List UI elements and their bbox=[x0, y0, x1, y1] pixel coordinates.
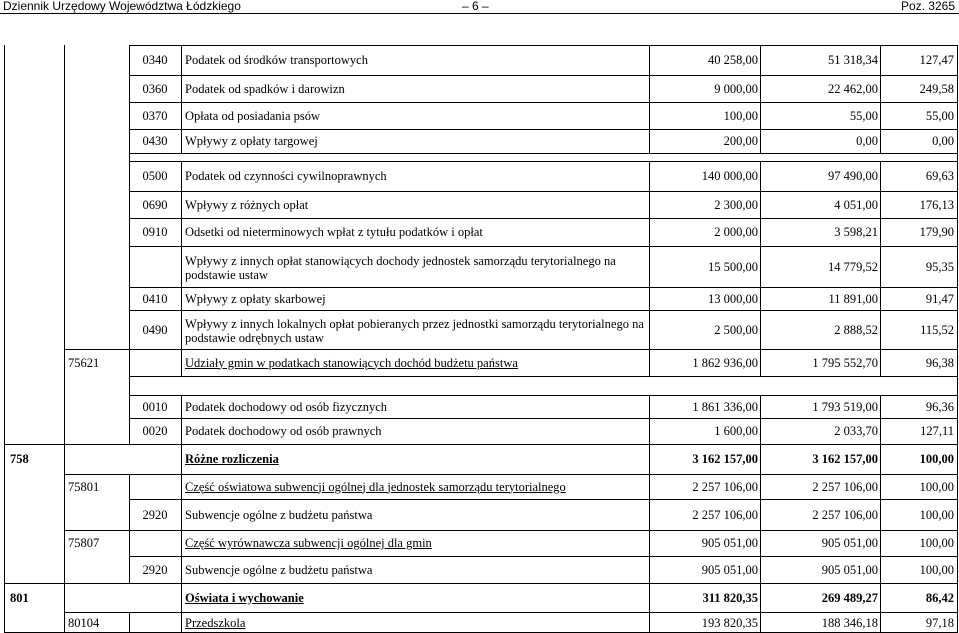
planned-amount: 40 258,00 bbox=[708, 53, 758, 67]
table-row bbox=[129, 499, 958, 530]
column-rule bbox=[181, 395, 182, 418]
column-rule bbox=[129, 349, 130, 376]
table-row bbox=[64, 612, 958, 633]
table-row bbox=[129, 418, 958, 444]
executed-amount bbox=[760, 154, 880, 161]
executed-amount: 4 051,00 bbox=[834, 197, 878, 212]
planned-amount: 193 820,35 bbox=[701, 615, 758, 630]
column-rule bbox=[649, 444, 650, 474]
header-rule bbox=[0, 13, 959, 14]
column-rule bbox=[181, 129, 182, 153]
execution-percent bbox=[880, 154, 958, 161]
paragraph-code bbox=[129, 531, 181, 556]
column-rule bbox=[181, 444, 182, 474]
item-name: Podatek dochodowy od osób fizycznych bbox=[185, 399, 388, 414]
planned-amount bbox=[649, 154, 760, 161]
executed-amount: 97 490,00 bbox=[828, 169, 878, 183]
column-rule bbox=[181, 556, 182, 583]
table-row bbox=[129, 395, 958, 418]
execution-percent: 100,00 bbox=[919, 479, 954, 494]
executed-amount bbox=[760, 377, 880, 395]
table-row bbox=[129, 310, 958, 349]
paragraph-code: 0430 bbox=[142, 134, 168, 148]
column-rule bbox=[649, 287, 650, 310]
planned-amount: 3 162 157,00 bbox=[692, 452, 758, 466]
executed-amount: 905 051,00 bbox=[821, 536, 878, 550]
column-rule bbox=[64, 612, 65, 633]
column-rule bbox=[880, 474, 881, 499]
planned-amount: 905 051,00 bbox=[701, 562, 758, 577]
execution-percent: 96,38 bbox=[925, 355, 954, 370]
execution-percent: 100,00 bbox=[919, 562, 954, 577]
execution-percent: 55,00 bbox=[925, 108, 954, 123]
table-row bbox=[129, 129, 958, 153]
column-rule bbox=[880, 310, 881, 349]
column-rule bbox=[181, 612, 182, 633]
executed-amount: 905 051,00 bbox=[821, 562, 878, 577]
planned-amount: 140 000,00 bbox=[701, 169, 758, 183]
table-row bbox=[129, 102, 958, 129]
paragraph-code: 0010 bbox=[142, 399, 168, 414]
execution-percent: 127,11 bbox=[920, 424, 954, 438]
item-name: Podatek od czynności cywilnoprawnych bbox=[185, 169, 387, 183]
executed-amount: 11 891,00 bbox=[828, 291, 878, 306]
column-rule bbox=[64, 474, 65, 583]
paragraph-code: 0020 bbox=[142, 424, 168, 438]
column-rule bbox=[181, 287, 182, 310]
column-rule bbox=[760, 102, 761, 129]
page-header bbox=[0, 0, 959, 14]
execution-percent: 115,52 bbox=[920, 322, 954, 337]
column-rule bbox=[649, 45, 650, 75]
column-rule bbox=[649, 499, 650, 530]
column-rule bbox=[129, 45, 130, 349]
budget-table bbox=[4, 45, 958, 633]
paragraph-code: 0910 bbox=[142, 225, 168, 239]
item-name: Udziały gmin w podatkach stanowiących dochód budżetu państwa bbox=[185, 355, 518, 370]
executed-amount: 2 257 106,00 bbox=[812, 507, 878, 522]
item-name: Część oświatowa subwencji ogólnej dla jednostek samorządu terytorialnego bbox=[185, 479, 566, 494]
column-rule bbox=[649, 218, 650, 246]
column-rule bbox=[880, 246, 881, 287]
column-rule bbox=[181, 474, 182, 499]
column-rule bbox=[760, 129, 761, 153]
paragraph-code: 0690 bbox=[142, 197, 168, 212]
table-row bbox=[129, 246, 958, 287]
column-rule bbox=[880, 418, 881, 444]
column-rule bbox=[649, 556, 650, 583]
planned-amount: 2 257 106,00 bbox=[692, 507, 758, 522]
table-row bbox=[64, 474, 958, 499]
execution-percent: 0,00 bbox=[932, 134, 954, 148]
column-rule bbox=[181, 75, 182, 102]
executed-amount: 22 462,00 bbox=[828, 81, 878, 96]
planned-amount: 2 000,00 bbox=[714, 225, 758, 239]
column-rule bbox=[649, 530, 650, 556]
execution-percent: 249,58 bbox=[919, 81, 954, 96]
column-rule bbox=[129, 530, 130, 556]
column-rule bbox=[129, 556, 130, 583]
execution-percent: 95,35 bbox=[925, 259, 954, 274]
item-name bbox=[181, 154, 649, 161]
column-rule bbox=[880, 530, 881, 556]
chapter-code bbox=[64, 445, 129, 474]
paragraph-code bbox=[129, 475, 181, 499]
table-row bbox=[4, 583, 958, 612]
executed-amount: 269 489,27 bbox=[821, 590, 878, 605]
column-rule bbox=[760, 444, 761, 474]
execution-percent: 97,18 bbox=[925, 615, 954, 630]
chapter-code: 75621 bbox=[68, 355, 100, 370]
column-rule bbox=[760, 418, 761, 444]
paragraph-code bbox=[129, 613, 181, 633]
table-row bbox=[129, 45, 958, 75]
table-row bbox=[129, 556, 958, 583]
column-rule bbox=[181, 246, 182, 287]
executed-amount: 55,00 bbox=[849, 108, 878, 123]
column-rule bbox=[181, 218, 182, 246]
table-row bbox=[129, 376, 958, 395]
execution-percent: 100,00 bbox=[919, 507, 954, 522]
column-rule bbox=[649, 418, 650, 444]
column-rule bbox=[760, 349, 761, 376]
chapter-code bbox=[64, 584, 129, 612]
executed-amount: 2 033,70 bbox=[834, 424, 878, 438]
column-rule bbox=[760, 395, 761, 418]
column-rule bbox=[649, 349, 650, 376]
item-name: Opłata od posiadania psów bbox=[185, 108, 321, 123]
column-rule bbox=[880, 349, 881, 376]
executed-amount: 0,00 bbox=[856, 134, 878, 148]
planned-amount: 1 861 336,00 bbox=[692, 399, 758, 414]
execution-percent: 127,47 bbox=[919, 53, 954, 67]
item-name: Wpływy z opłaty targowej bbox=[185, 134, 318, 148]
column-rule bbox=[129, 499, 130, 530]
column-rule bbox=[880, 556, 881, 583]
execution-percent bbox=[880, 377, 958, 395]
paragraph-code: 0370 bbox=[142, 108, 168, 123]
paragraph-code: 0340 bbox=[142, 53, 168, 67]
planned-amount: 905 051,00 bbox=[701, 536, 758, 550]
table-row bbox=[129, 161, 958, 191]
paragraph-code: 0490 bbox=[142, 322, 168, 337]
item-name: Różne rozliczenia bbox=[185, 452, 279, 466]
column-rule bbox=[181, 191, 182, 218]
column-rule bbox=[880, 75, 881, 102]
journal-title: Dziennik Urzędowy Województwa Łódzkiego bbox=[3, 0, 241, 13]
item-name: Oświata i wychowanie bbox=[185, 590, 304, 605]
item-name: Część wyrównawcza subwencji ogólnej dla gmin bbox=[185, 536, 432, 550]
paragraph-code bbox=[129, 584, 181, 612]
execution-percent: 100,00 bbox=[919, 452, 954, 466]
column-rule bbox=[649, 310, 650, 349]
column-rule bbox=[760, 583, 761, 612]
column-rule bbox=[760, 75, 761, 102]
item-name: Subwencje ogólne z budżetu państwa bbox=[185, 507, 373, 522]
column-rule bbox=[181, 45, 182, 75]
column-rule bbox=[760, 556, 761, 583]
execution-percent: 179,90 bbox=[919, 225, 954, 239]
table-row bbox=[129, 75, 958, 102]
column-rule bbox=[181, 499, 182, 530]
executed-amount: 1 793 519,00 bbox=[812, 399, 878, 414]
table-row bbox=[129, 218, 958, 246]
execution-percent: 100,00 bbox=[919, 536, 954, 550]
column-rule bbox=[649, 474, 650, 499]
position-number: Poz. 3265 bbox=[900, 0, 955, 13]
division-code: 801 bbox=[10, 590, 29, 605]
paragraph-code: 2920 bbox=[142, 562, 168, 577]
column-rule bbox=[880, 583, 881, 612]
executed-amount: 2 257 106,00 bbox=[812, 479, 878, 494]
item-name: Wpływy z opłaty skarbowej bbox=[185, 291, 326, 306]
column-rule bbox=[649, 129, 650, 153]
column-rule bbox=[649, 395, 650, 418]
column-rule bbox=[181, 349, 182, 376]
column-rule bbox=[880, 395, 881, 418]
column-rule bbox=[880, 612, 881, 633]
chapter-code: 75807 bbox=[68, 536, 100, 550]
column-rule bbox=[880, 287, 881, 310]
column-rule bbox=[880, 191, 881, 218]
item-name: Wpływy z innych opłat stanowiących dochody jednostek samorządu terytorialnego na podstawie ustaw bbox=[185, 253, 616, 282]
paragraph-code bbox=[129, 377, 181, 395]
executed-amount: 3 162 157,00 bbox=[812, 452, 878, 466]
execution-percent: 86,42 bbox=[925, 590, 954, 605]
column-rule bbox=[880, 45, 881, 75]
column-rule bbox=[649, 102, 650, 129]
execution-percent: 96,36 bbox=[925, 399, 954, 414]
paragraph-code bbox=[129, 154, 181, 161]
executed-amount: 188 346,18 bbox=[821, 615, 878, 630]
paragraph-code bbox=[129, 445, 181, 474]
planned-amount: 15 500,00 bbox=[708, 259, 758, 274]
table-row bbox=[64, 349, 958, 376]
execution-percent: 69,63 bbox=[925, 169, 954, 183]
item-name: Podatek od spadków i darowizn bbox=[185, 81, 345, 96]
planned-amount: 311 820,35 bbox=[702, 590, 758, 605]
column-rule bbox=[760, 530, 761, 556]
planned-amount bbox=[649, 377, 760, 395]
paragraph-code bbox=[129, 247, 181, 287]
executed-amount: 2 888,52 bbox=[834, 322, 878, 337]
executed-amount: 1 795 552,70 bbox=[812, 355, 878, 370]
planned-amount: 200,00 bbox=[723, 134, 758, 148]
page-number: – 6 – bbox=[462, 0, 489, 13]
paragraph-code: 0500 bbox=[142, 169, 168, 183]
column-rule bbox=[181, 310, 182, 349]
executed-amount: 51 318,34 bbox=[828, 53, 878, 67]
column-rule bbox=[181, 161, 182, 191]
item-name: Przedszkola bbox=[185, 615, 246, 630]
item-name: Podatek od środków transportowych bbox=[185, 53, 368, 67]
table-row bbox=[64, 530, 958, 556]
column-rule bbox=[64, 444, 65, 474]
chapter-code: 80104 bbox=[68, 615, 100, 630]
column-rule bbox=[649, 161, 650, 191]
column-rule bbox=[129, 612, 130, 633]
column-rule bbox=[760, 191, 761, 218]
item-name bbox=[181, 377, 649, 395]
table-row bbox=[129, 191, 958, 218]
column-rule bbox=[760, 218, 761, 246]
table-row bbox=[129, 153, 958, 161]
column-rule bbox=[880, 218, 881, 246]
table-row bbox=[4, 444, 958, 474]
column-rule bbox=[649, 246, 650, 287]
executed-amount: 14 779,52 bbox=[828, 259, 878, 274]
column-rule bbox=[181, 418, 182, 444]
planned-amount: 1 600,00 bbox=[714, 424, 758, 438]
column-rule bbox=[760, 246, 761, 287]
item-name: Wpływy z innych lokalnych opłat pobieranych przez jednostki samorządu terytorialnego na podstawie odrębnych ustaw bbox=[185, 316, 644, 345]
planned-amount: 13 000,00 bbox=[708, 291, 758, 306]
column-rule bbox=[649, 612, 650, 633]
item-name: Subwencje ogólne z budżetu państwa bbox=[185, 562, 373, 577]
item-name: Wpływy z różnych opłat bbox=[185, 197, 309, 212]
column-rule bbox=[760, 499, 761, 530]
column-rule bbox=[760, 287, 761, 310]
paragraph-code: 0410 bbox=[142, 291, 168, 306]
planned-amount: 2 300,00 bbox=[714, 197, 758, 212]
column-rule bbox=[760, 45, 761, 75]
column-rule bbox=[649, 75, 650, 102]
column-rule bbox=[649, 583, 650, 612]
executed-amount: 3 598,21 bbox=[834, 225, 878, 239]
column-rule bbox=[880, 129, 881, 153]
column-rule bbox=[181, 530, 182, 556]
planned-amount: 100,00 bbox=[723, 108, 758, 123]
column-rule bbox=[880, 499, 881, 530]
column-rule bbox=[129, 376, 130, 444]
column-rule bbox=[880, 161, 881, 191]
paragraph-code: 0360 bbox=[142, 81, 168, 96]
column-rule bbox=[880, 102, 881, 129]
execution-percent: 176,13 bbox=[919, 197, 954, 212]
column-rule bbox=[64, 45, 65, 444]
planned-amount: 2 257 106,00 bbox=[692, 479, 758, 494]
planned-amount: 2 500,00 bbox=[714, 322, 758, 337]
table-row bbox=[129, 287, 958, 310]
planned-amount: 9 000,00 bbox=[714, 81, 758, 96]
execution-percent: 91,47 bbox=[925, 291, 954, 306]
column-rule bbox=[129, 474, 130, 499]
column-rule bbox=[649, 191, 650, 218]
column-rule bbox=[181, 583, 182, 612]
column-rule bbox=[760, 310, 761, 349]
column-rule bbox=[760, 161, 761, 191]
division-code: 758 bbox=[10, 452, 29, 466]
column-rule bbox=[760, 612, 761, 633]
chapter-code: 75801 bbox=[68, 479, 100, 494]
column-rule bbox=[64, 583, 65, 612]
paragraph-code: 2920 bbox=[142, 507, 168, 522]
item-name: Podatek dochodowy od osób prawnych bbox=[185, 424, 382, 438]
column-rule bbox=[880, 444, 881, 474]
paragraph-code bbox=[129, 350, 181, 376]
column-rule bbox=[181, 102, 182, 129]
planned-amount: 1 862 936,00 bbox=[692, 355, 758, 370]
item-name: Odsetki od nieterminowych wpłat z tytułu podatków i opłat bbox=[185, 225, 483, 239]
column-rule bbox=[760, 474, 761, 499]
